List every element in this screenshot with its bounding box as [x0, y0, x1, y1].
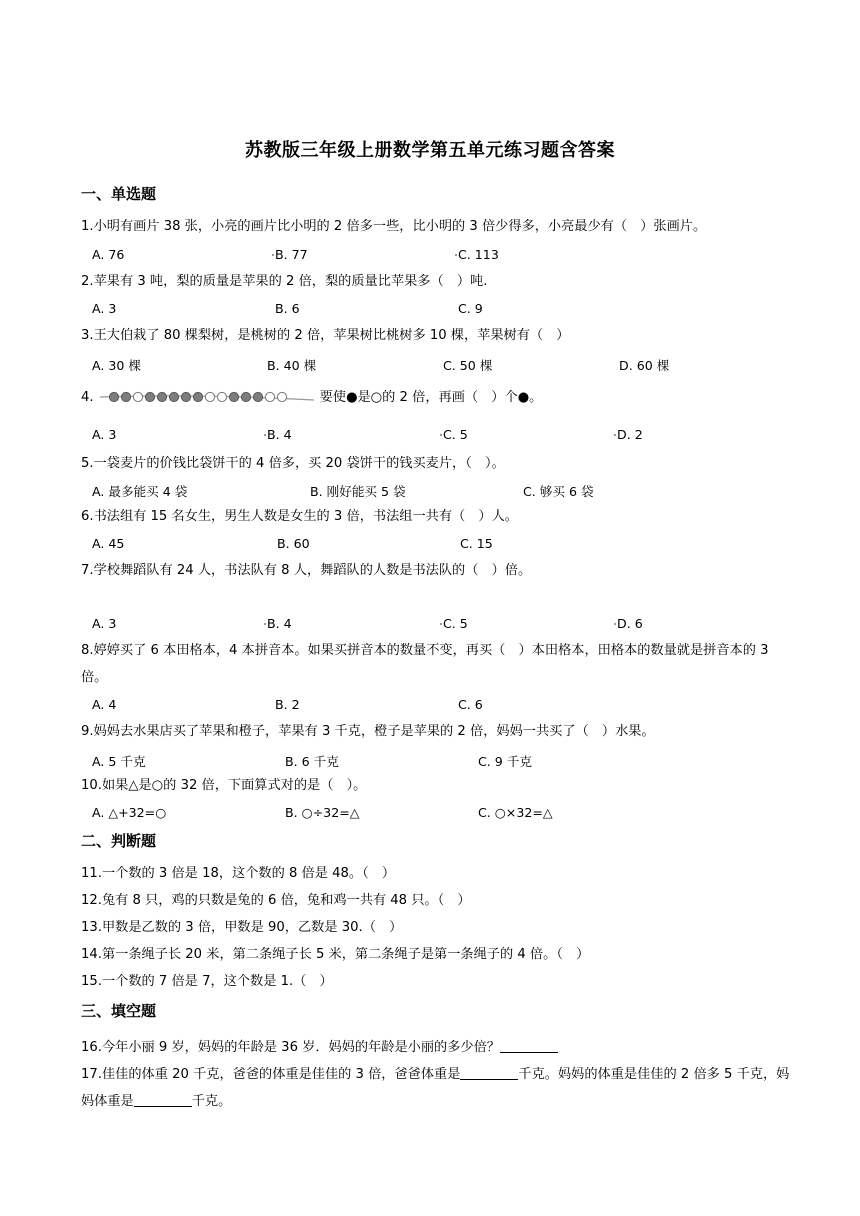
- q1-option-b[interactable]: B. 77: [275, 247, 308, 262]
- hollow-bead: [217, 392, 226, 401]
- question-9: 9.妈妈去水果店买了苹果和橙子，苹果有 3 千克，橙子是苹果的 2 倍，妈妈一共买了（ ）水果。: [81, 724, 655, 739]
- question-15: 15.一个数的 7 倍是 7，这个数是 1.（ ）: [81, 974, 333, 989]
- q8-option-c[interactable]: C. 6: [458, 697, 483, 712]
- question-5: 5.一袋麦片的价钱比袋饼干的 4 倍多，买 20 袋饼干的钱买麦片，（ ）。: [81, 456, 505, 471]
- filled-bead: [121, 392, 130, 401]
- question-6: 6.书法组有 15 名女生，男生人数是女生的 3 倍，书法组一共有（ ）人。: [81, 509, 518, 524]
- q4-text: 要使●是○的 2 倍，再画（ ）个●。: [319, 390, 543, 405]
- section-heading-single-choice: 一、单选题: [81, 185, 157, 203]
- q16-text: 16.今年小丽 9 岁，妈妈的年龄是 36 岁．妈妈的年龄是小丽的多少倍？: [81, 1040, 500, 1055]
- q7-option-b[interactable]: B. 4: [267, 616, 292, 631]
- q2-option-b[interactable]: B. 6: [275, 301, 300, 316]
- tick-mark: [455, 254, 457, 256]
- q10-option-b[interactable]: B. ○÷32=△: [285, 805, 360, 820]
- q17-text-1: 17.佳佳的体重 20 千克，爸爸的体重是佳佳的 3 倍，爸爸体重是: [81, 1067, 461, 1082]
- filled-bead: [229, 392, 238, 401]
- filled-bead: [241, 392, 250, 401]
- q5-option-a[interactable]: A. 最多能买 4 袋: [92, 484, 188, 499]
- q4-option-d[interactable]: D. 2: [617, 427, 643, 442]
- q7-option-a[interactable]: A. 3: [92, 616, 117, 631]
- filled-bead: [157, 392, 166, 401]
- q5-option-c[interactable]: C. 够买 6 袋: [523, 484, 594, 499]
- answer-blank[interactable]: [134, 1092, 192, 1107]
- question-7: 7.学校舞蹈队有 24 人，书法队有 8 人，舞蹈队的人数是书法队的（ ）倍。: [81, 563, 532, 578]
- q1-option-c[interactable]: C. 113: [458, 247, 499, 262]
- q4-option-c[interactable]: C. 5: [443, 427, 468, 442]
- question-3: 3.王大伯栽了 80 棵梨树，是桃树的 2 倍，苹果树比桃树多 10 棵，苹果树有（ ）: [81, 328, 570, 343]
- section-heading-true-false: 二、判断题: [81, 832, 157, 850]
- q1-option-a[interactable]: A. 76: [92, 247, 125, 262]
- q3-option-a[interactable]: A. 30 棵: [92, 358, 142, 373]
- q9-option-b[interactable]: B. 6 千克: [285, 754, 339, 769]
- bead-string-figure: [96, 388, 318, 406]
- q7-option-d[interactable]: D. 6: [617, 616, 643, 631]
- page-title: 苏教版三年级上册数学第五单元练习题含答案: [245, 140, 615, 161]
- q2-option-c[interactable]: C. 9: [458, 301, 483, 316]
- question-2: 2.苹果有 3 吨，梨的质量是苹果的 2 倍，梨的质量比苹果多（ ）吨.: [81, 274, 488, 289]
- section-heading-fill-blank: 三、填空题: [81, 1002, 157, 1020]
- q17-text-2: 千克。妈妈的体重是佳佳的 2 倍: [518, 1067, 707, 1082]
- question-12: 12.兔有 8 只，鸡的只数是兔的 6 倍，兔和鸡一共有 48 只。（ ）: [81, 893, 471, 908]
- question-13: 13.甲数是乙数的 3 倍，甲数是 90，乙数是 30.（ ）: [81, 920, 403, 935]
- tick-mark: [264, 623, 266, 625]
- q3-option-d[interactable]: D. 60 棵: [619, 358, 670, 373]
- question-17: [81, 1061, 791, 1115]
- tick-mark: [440, 434, 442, 436]
- q3-option-c[interactable]: C. 50 棵: [443, 358, 493, 373]
- q4-number: 4.: [81, 390, 94, 405]
- tick-mark: [440, 623, 442, 625]
- q4-option-a[interactable]: A. 3: [92, 427, 117, 442]
- filled-bead: [145, 392, 154, 401]
- question-8: 8.婷婷买了 6 本田格本，4 本拼音本。如果买拼音本的数量不变，再买（ ）本田格本，田格本的数量就是拼音本的 3 倍。: [81, 643, 769, 685]
- filled-bead: [169, 392, 178, 401]
- question-14: 14.第一条绳子长 20 米，第二条绳子长 5 米，第二条绳子是第一条绳子的 4 倍。（ ）: [81, 947, 590, 962]
- q2-option-a[interactable]: A. 3: [92, 301, 117, 316]
- q9-option-c[interactable]: C. 9 千克: [478, 754, 533, 769]
- question-11: 11.一个数的 3 倍是 18，这个数的 8 倍是 48。（ ）: [81, 866, 396, 881]
- q6-option-c[interactable]: C. 15: [460, 536, 493, 551]
- hollow-bead: [205, 392, 214, 401]
- hollow-bead: [277, 392, 286, 401]
- tick-mark: [272, 254, 274, 256]
- q7-option-c[interactable]: C. 5: [443, 616, 468, 631]
- q3-option-b[interactable]: B. 40 棵: [267, 358, 317, 373]
- filled-bead: [181, 392, 190, 401]
- filled-bead: [253, 392, 262, 401]
- tick-mark: [614, 623, 616, 625]
- q9-option-a[interactable]: A. 5 千克: [92, 754, 146, 769]
- question-10: 10.如果△是○的 32 倍，下面算式对的是（ ）。: [81, 778, 367, 793]
- tick-mark: [264, 434, 266, 436]
- question-16: [81, 1034, 558, 1061]
- question-1: 1.小明有画片 38 张，小亮的画片比小明的 2 倍多一些，比小明的 3 倍少得多，小亮最少有（ ）张画片。: [81, 219, 707, 234]
- q4-option-b[interactable]: B. 4: [267, 427, 292, 442]
- tick-mark: [614, 434, 616, 436]
- hollow-bead: [265, 392, 274, 401]
- filled-bead: [109, 392, 118, 401]
- hollow-bead: [133, 392, 142, 401]
- filled-bead: [193, 392, 202, 401]
- q10-option-c[interactable]: C. ○×32=△: [478, 805, 553, 820]
- q17-text-4: 千克。: [191, 1094, 232, 1109]
- question-4: [81, 384, 542, 411]
- q8-option-b[interactable]: B. 2: [275, 697, 300, 712]
- answer-blank[interactable]: [500, 1038, 558, 1053]
- q8-option-a[interactable]: A. 4: [92, 697, 117, 712]
- q17-text-3: 多 5 千克，妈妈体重是: [81, 1067, 790, 1109]
- q5-option-b[interactable]: B. 刚好能买 5 袋: [310, 484, 406, 499]
- q6-option-b[interactable]: B. 60: [277, 536, 310, 551]
- answer-blank[interactable]: [460, 1065, 518, 1080]
- q10-option-a[interactable]: A. △+32=○: [92, 805, 167, 820]
- q6-option-a[interactable]: A. 45: [92, 536, 125, 551]
